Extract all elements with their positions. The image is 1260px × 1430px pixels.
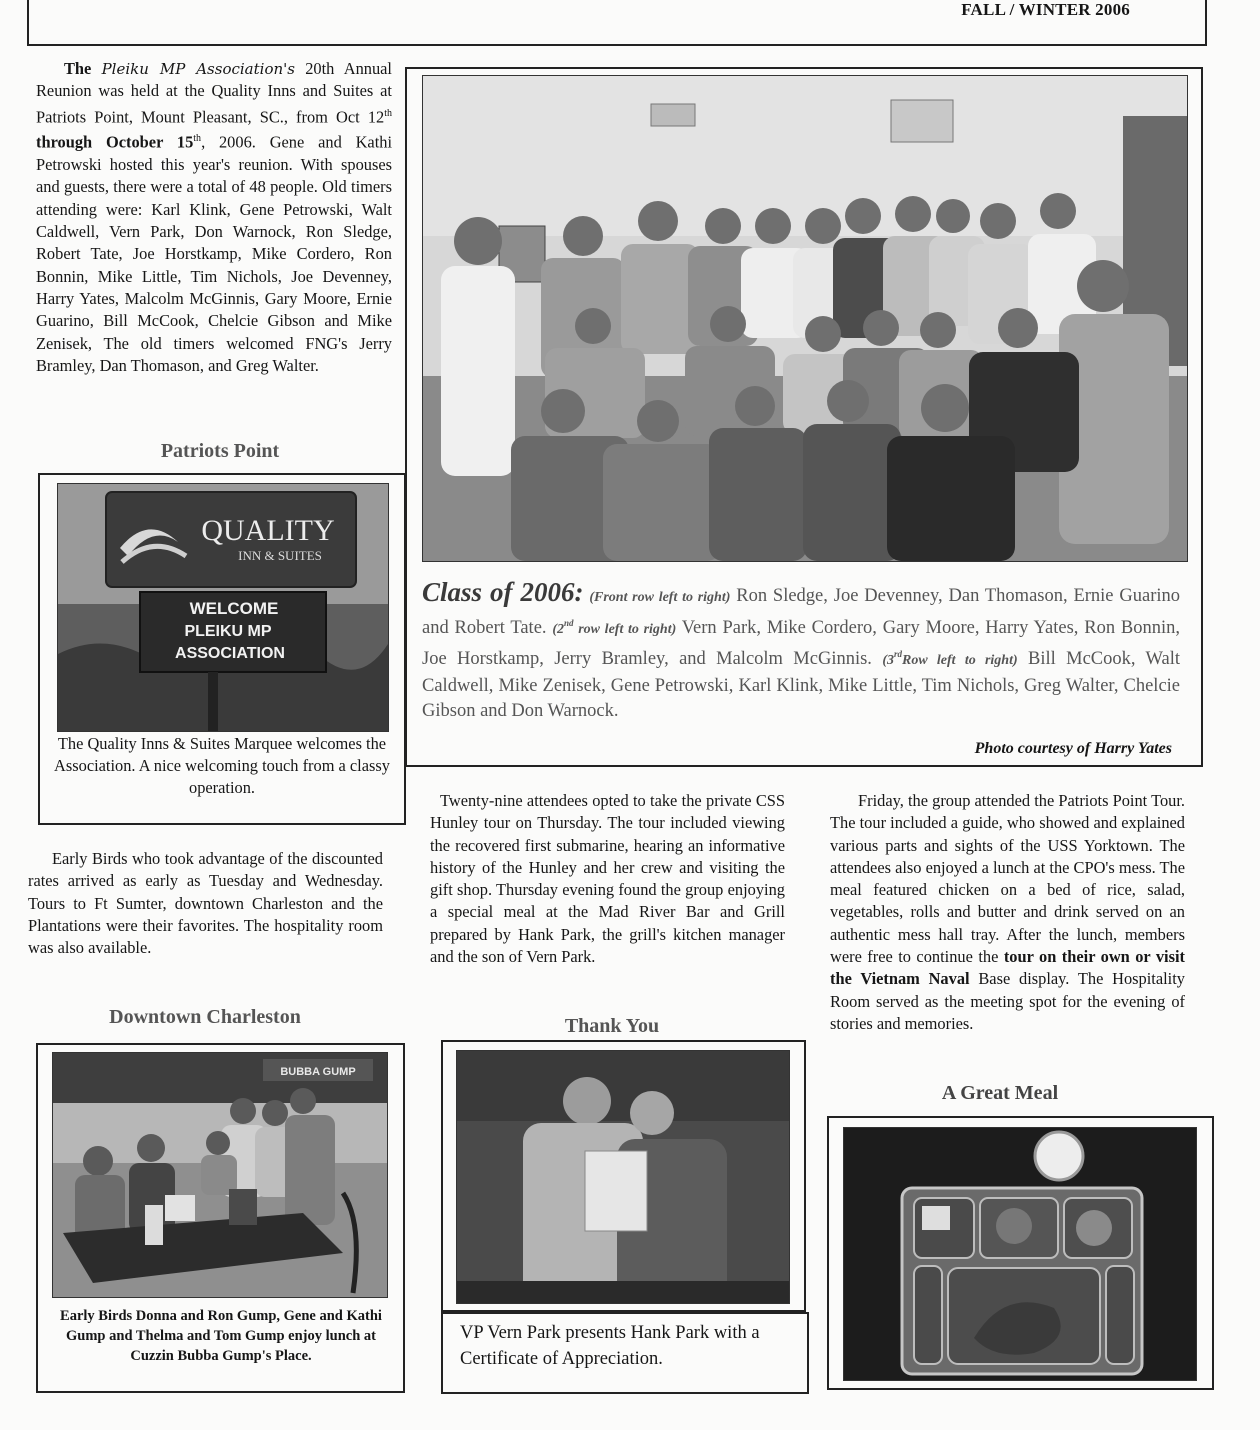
issue-date: FALL / WINTER 2006 [961,0,1130,19]
friday-text-b: Base display. The Hospitality Room served as the meeting spot for the evening of stories and memories. [830,969,1185,1033]
photo-credit: Photo courtesy of Harry Yates [974,740,1172,757]
hunley-text: Twenty-nine attendees opted to take the private CSS Hunley tour on Thursday. The tour included viewing the recovered first submarine, hearing an informative history of the Hunley and her crew and visiting the gift shop. Thursday evening found the group enjoying a special meal at the Mad River Bar and Grill prepared by Hank Park, the grill's kitchen manager and the son of Vern Park. [430,791,785,967]
intro-text-3: , 2006. Gene and Kathi Petrowski hosted this year's reunion. With spouses and guests, there were a total of 48 people. Old timers attending were: Karl Klink, Gene Petrowski, Walt Caldwell, Vern Park, Don Warnock, Ron Sledge, Robert Tate, Joe Horstkamp, Mike Cordero, Ron Bonnin, Mike Little, Tim Nichols, Joe Devenney, Harry Yates, Malcolm McGinnis, Gary Moore, Ernie Guarino, Bill McCook, Chelcie Gibson and Mike Zenisek, The old timers welcomed FNG's Jerry Bramley, Dan Thomason, and Greg Walter. [36,132,393,375]
intro-paragraph [36,58,392,377]
marquee-line-3: ASSOCIATION [175,645,285,662]
group-photo-caption [422,577,1180,723]
second-row-label-rest: row left to right) [573,621,677,637]
quality-inn-caption: The Quality Inns & Suites Marquee welcomes the Association. A nice welcoming touch from a classy operation. [54,734,390,797]
thank-you-caption: VP Vern Park presents Hank Park with a Certificate of Appreciation. [460,1323,760,1369]
early-birds-paragraph [28,848,383,959]
association-logo-text: Pleiku MP Association's [101,60,295,78]
marquee-line-2: PLEIKU MP [184,623,272,640]
friday-text-a: Friday, the group attended the Patriots Point Tour. The tour included a guide, who showed and explained various parts and sights of the USS Yorktown. The attendees also enjoyed a lunch at the CPO's mess. The meal featured chicken on a bed of rice, salad, vegetables, rolls and butter and drink served on an authentic mess hall tray. After the lunch, members were free to continue the [830,791,1185,967]
intro-sup-2: th [193,133,202,145]
sign-brand-text: QUALITY [201,514,335,547]
sign-sub-text: INN & SUITES [238,548,322,563]
intro-sup-1: th [384,107,392,119]
hunley-paragraph [430,790,785,968]
third-row-label-rest: Row left to right) [902,653,1018,669]
intro-the: The [64,59,92,78]
second-row-names: Vern Park, Mike Cordero, Gary Moore, Harry Yates, Ron Bonnin, Joe Horstkamp, Jerry Bramley, and Malcolm McGinnis. [422,617,1180,670]
heading-a-great-meal: A Great Meal [941,1082,1059,1104]
intro-text-1: 20th Annual Reunion was held at the Quality Inns and Suites at Patriots Point, Mount Pleasant, SC., from Oct 12 [36,59,392,127]
front-row-names: Ron Sledge, Joe Devenney, Dan Thomason, Ernie Guarino and Robert Tate. [422,586,1180,638]
intro-text-2: through October 15 [36,132,194,152]
heading-thank-you: Thank You [564,1015,660,1037]
early-birds-text: Early Birds who took advantage of the discounted rates arrived as early as Tuesday and Wednesday. Tours to Ft Sumter, downtown Charleston and the Plantations were their favorites. The hospitality room was also available. [28,849,383,958]
certificate-photo [456,1050,790,1304]
marquee-line-1: WELCOME [189,599,279,618]
third-row-names: Bill McCook, Walt Caldwell, Mike Zenisek, Gene Petrowski, Karl Klink, Mike Little, Tim Nichols, Greg Walter, Chelcie Gibson and Don Warnock. [422,649,1180,721]
class-of-2006-group-photo [422,75,1188,562]
third-row-sup: rd [893,649,902,660]
friday-text-bold: tour on their own or visit the Vietnam Naval [830,947,1185,989]
bubba-gump-lunch-photo [52,1052,388,1298]
class-of-2006-title: Class of 2006: [422,577,584,607]
heading-downtown-charleston: Downtown Charleston [109,1006,301,1028]
second-row-sup: nd [564,617,574,628]
front-row-label: (Front row left to right) [589,590,731,605]
friday-paragraph [830,790,1185,1035]
second-row-label: (2 [552,621,565,637]
third-row-label: (3 [882,653,894,669]
bubba-gump-caption: Early Birds Donna and Ron Gump, Gene and Kathi Gump and Thelma and Tom Gump enjoy lunch at Cuzzin Bubba Gump's Place. [60,1308,382,1364]
heading-patriots-point: Patriots Point [160,440,280,462]
bubba-gump-sign-text: BUBBA GUMP [280,1066,356,1078]
quality-inn-sign-photo [57,483,389,732]
mess-hall-tray-photo [843,1127,1197,1381]
